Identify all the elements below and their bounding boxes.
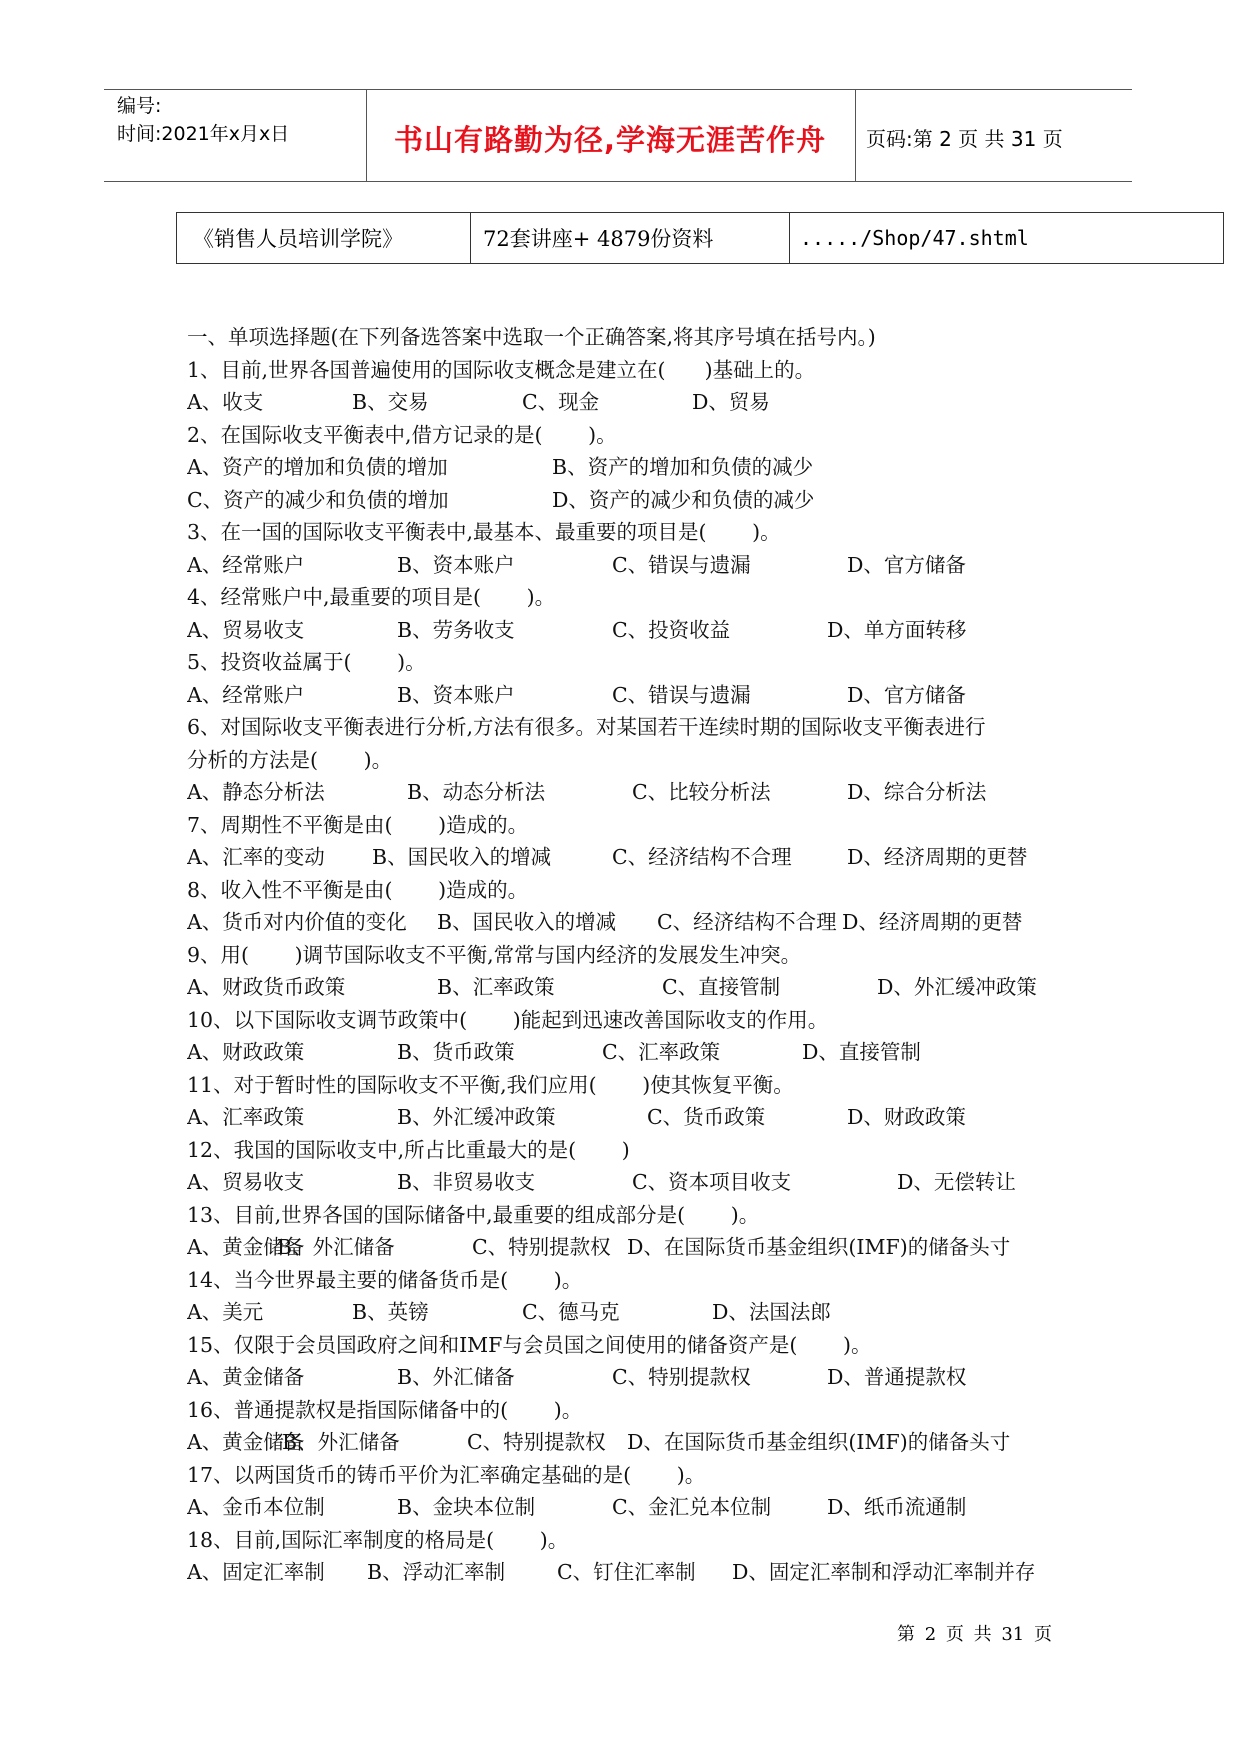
options-row	[187, 1426, 1067, 1459]
answer-option: B、交易	[352, 390, 429, 414]
answer-option: D、在国际货币基金组织(IMF)的储备头寸	[627, 1430, 1011, 1454]
answer-option: B、浮动汇率制	[367, 1560, 506, 1584]
options-row	[187, 1101, 1067, 1134]
options-row	[187, 549, 1067, 582]
doc-number: 编号:	[117, 95, 162, 117]
options-row	[187, 1491, 1067, 1524]
answer-option: C、特别提款权	[467, 1430, 606, 1454]
answer-option: D、综合分析法	[847, 780, 987, 804]
answer-option: D、官方储备	[847, 682, 966, 707]
answer-option: D、财政政策	[847, 1105, 966, 1129]
question-text: 18、目前,国际汇率制度的格局是( )。	[187, 1527, 569, 1552]
answer-option: A、经常账户	[187, 682, 305, 707]
answer-option: A、贸易收支	[187, 1170, 305, 1194]
answer-option: B、英镑	[352, 1300, 429, 1324]
answer-option: D、在国际货币基金组织(IMF)的储备头寸	[627, 1235, 1011, 1259]
header-divider	[366, 90, 367, 182]
answer-option: D、法国法郎	[712, 1300, 831, 1324]
answer-option: C、货币政策	[647, 1105, 766, 1129]
answer-option: B、资本账户	[397, 682, 515, 707]
question-text: 5、投资收益属于( )。	[187, 650, 426, 674]
options-row	[187, 614, 1067, 647]
answer-option: D、经济周期的更替	[842, 910, 1023, 934]
answer-option: A、固定汇率制	[187, 1560, 325, 1584]
answer-option: A、汇率政策	[187, 1105, 305, 1129]
question-text: 12、我国的国际收支中,所占比重最大的是( )	[187, 1137, 630, 1162]
answer-option: B、动态分析法	[407, 780, 546, 804]
answer-option: A、经常账户	[187, 552, 305, 577]
answer-option: B、外汇储备	[277, 1235, 395, 1259]
options-row	[187, 841, 1067, 874]
options-row	[187, 1166, 1067, 1199]
options-row	[187, 776, 1067, 809]
answer-option: C、德马克	[522, 1300, 620, 1324]
question-text: 9、用( )调节国际收支不平衡,常常与国内经济的发展发生冲突。	[187, 942, 802, 967]
answer-option: C、比较分析法	[632, 780, 771, 804]
options-row	[187, 1296, 1067, 1329]
answer-option: C、特别提款权	[472, 1235, 611, 1259]
answer-option: C、现金	[522, 390, 600, 414]
answer-option: D、普通提款权	[827, 1365, 967, 1389]
answer-option: B、汇率政策	[437, 975, 555, 999]
answer-option: C、钉住汇率制	[557, 1560, 696, 1584]
answer-option: C、资本项目收支	[632, 1170, 792, 1194]
answer-option: A、金币本位制	[187, 1495, 325, 1519]
answer-option: D、资产的减少和负债的减少	[552, 487, 815, 512]
options-row	[187, 386, 1067, 419]
options-row	[187, 679, 1067, 712]
ad-bar	[176, 212, 1224, 264]
options-row	[187, 1556, 1067, 1589]
answer-option: B、资本账户	[397, 552, 515, 577]
options-row	[187, 1361, 1067, 1394]
answer-option: A、财政货币政策	[187, 975, 346, 999]
answer-option: A、黄金储备	[187, 1430, 305, 1454]
answer-option: D、单方面转移	[827, 617, 967, 642]
answer-option: B、外汇储备	[397, 1365, 515, 1389]
answer-option: B、国民收入的增减	[372, 845, 552, 869]
answer-option: B、资产的增加和负债的减少	[552, 455, 814, 479]
question-text: 16、普通提款权是指国际储备中的( )。	[187, 1397, 583, 1422]
answer-option: D、纸币流通制	[827, 1495, 967, 1519]
answer-option: D、固定汇率制和浮动汇率制并存	[732, 1560, 1036, 1584]
question-text: 3、在一国的国际收支平衡表中,最基本、最重要的项目是( )。	[187, 520, 781, 544]
question-text: 13、目前,世界各国的国际储备中,最重要的组成部分是( )。	[187, 1202, 760, 1227]
answer-option: B、国民收入的增减	[437, 910, 617, 934]
answer-option: C、投资收益	[612, 617, 731, 642]
answer-option: D、直接管制	[802, 1040, 921, 1064]
header-page-number: 页码:第 2 页 共 31 页	[866, 127, 1063, 151]
options-row	[187, 451, 1067, 484]
options-row	[187, 1036, 1067, 1069]
ad-link[interactable]: ...../Shop/47.shtml	[789, 213, 1223, 263]
answer-option: B、外汇缓冲政策	[397, 1105, 556, 1129]
answer-option: C、错误与遗漏	[612, 552, 751, 577]
answer-option: A、静态分析法	[187, 780, 325, 804]
answer-option: B、外汇储备	[282, 1430, 400, 1454]
question-text: 8、收入性不平衡是由( )造成的。	[187, 877, 529, 902]
answer-option: B、非贸易收支	[397, 1170, 536, 1194]
question-text: 11、对于暂时性的国际收支不平衡,我们应用( )使其恢复平衡。	[187, 1072, 794, 1097]
answer-option: D、贸易	[692, 390, 770, 414]
answer-option: D、经济周期的更替	[847, 845, 1028, 869]
answer-option: C、经济结构不合理	[657, 910, 837, 934]
answer-option: A、货币对内价值的变化	[187, 910, 407, 934]
header-top-rule	[104, 89, 1132, 90]
answer-option: B、金块本位制	[397, 1495, 536, 1519]
answer-option: A、黄金储备	[187, 1235, 305, 1259]
answer-option: D、官方储备	[847, 552, 966, 577]
answer-option: A、汇率的变动	[187, 845, 325, 869]
answer-option: C、金汇兑本位制	[612, 1495, 772, 1519]
answer-option: C、直接管制	[662, 975, 781, 999]
ad-materials: 72套讲座+ 4879份资料	[470, 213, 789, 263]
answer-option: B、货币政策	[397, 1040, 515, 1064]
question-text: 2、在国际收支平衡表中,借方记录的是( )。	[187, 422, 617, 447]
question-text: 4、经常账户中,最重要的项目是( )。	[187, 585, 556, 609]
header-meta	[117, 92, 289, 148]
doc-time: 时间:2021年x月x日	[117, 123, 290, 145]
options-row	[187, 971, 1067, 1004]
answer-option: C、特别提款权	[612, 1365, 751, 1389]
question-list	[187, 321, 1067, 1589]
question-text: 17、以两国货币的铸币平价为汇率确定基础的是( )。	[187, 1462, 706, 1487]
answer-option: A、收支	[187, 390, 264, 414]
header-divider	[855, 90, 856, 182]
question-text: 6、对国际收支平衡表进行分析,方法有很多。对某国若干连续时期的国际收支平衡表进行	[187, 715, 986, 739]
question-text: 分析的方法是( )。	[187, 747, 393, 772]
header-bottom-rule	[104, 181, 1132, 182]
question-text: 15、仅限于会员国政府之间和IMF与会员国之间使用的储备资产是( )。	[187, 1332, 872, 1357]
section-title: 一、单项选择题(在下列备选答案中选取一个正确答案,将其序号填在括号内。)	[187, 325, 876, 349]
answer-option: A、财政政策	[187, 1040, 305, 1064]
question-text: 7、周期性不平衡是由( )造成的。	[187, 812, 529, 837]
options-row	[187, 906, 1067, 939]
answer-option: A、黄金储备	[187, 1365, 305, 1389]
answer-option: D、无偿转让	[897, 1170, 1016, 1194]
answer-option: B、劳务收支	[397, 617, 515, 642]
answer-option: D、外汇缓冲政策	[877, 975, 1037, 999]
question-text: 10、以下国际收支调节政策中( )能起到迅速改善国际收支的作用。	[187, 1007, 829, 1032]
question-text: 14、当今世界最主要的储备货币是( )。	[187, 1267, 583, 1292]
header-motto: 书山有路勤为径,学海无涯苦作舟	[393, 123, 827, 157]
options-row	[187, 1231, 1067, 1264]
answer-option: A、贸易收支	[187, 617, 305, 642]
options-row	[187, 484, 1067, 517]
answer-option: C、错误与遗漏	[612, 682, 751, 707]
answer-option: C、经济结构不合理	[612, 845, 792, 869]
ad-course-title: 《销售人员培训学院》	[193, 227, 403, 251]
answer-option: C、资产的减少和负债的增加	[187, 487, 449, 512]
answer-option: A、美元	[187, 1300, 264, 1324]
page-footer: 第 2 页 共 31 页	[897, 1624, 1052, 1645]
answer-option: C、汇率政策	[602, 1040, 721, 1064]
question-text: 1、目前,世界各国普遍使用的国际收支概念是建立在( )基础上的。	[187, 357, 816, 382]
answer-option: A、资产的增加和负债的增加	[187, 455, 448, 479]
